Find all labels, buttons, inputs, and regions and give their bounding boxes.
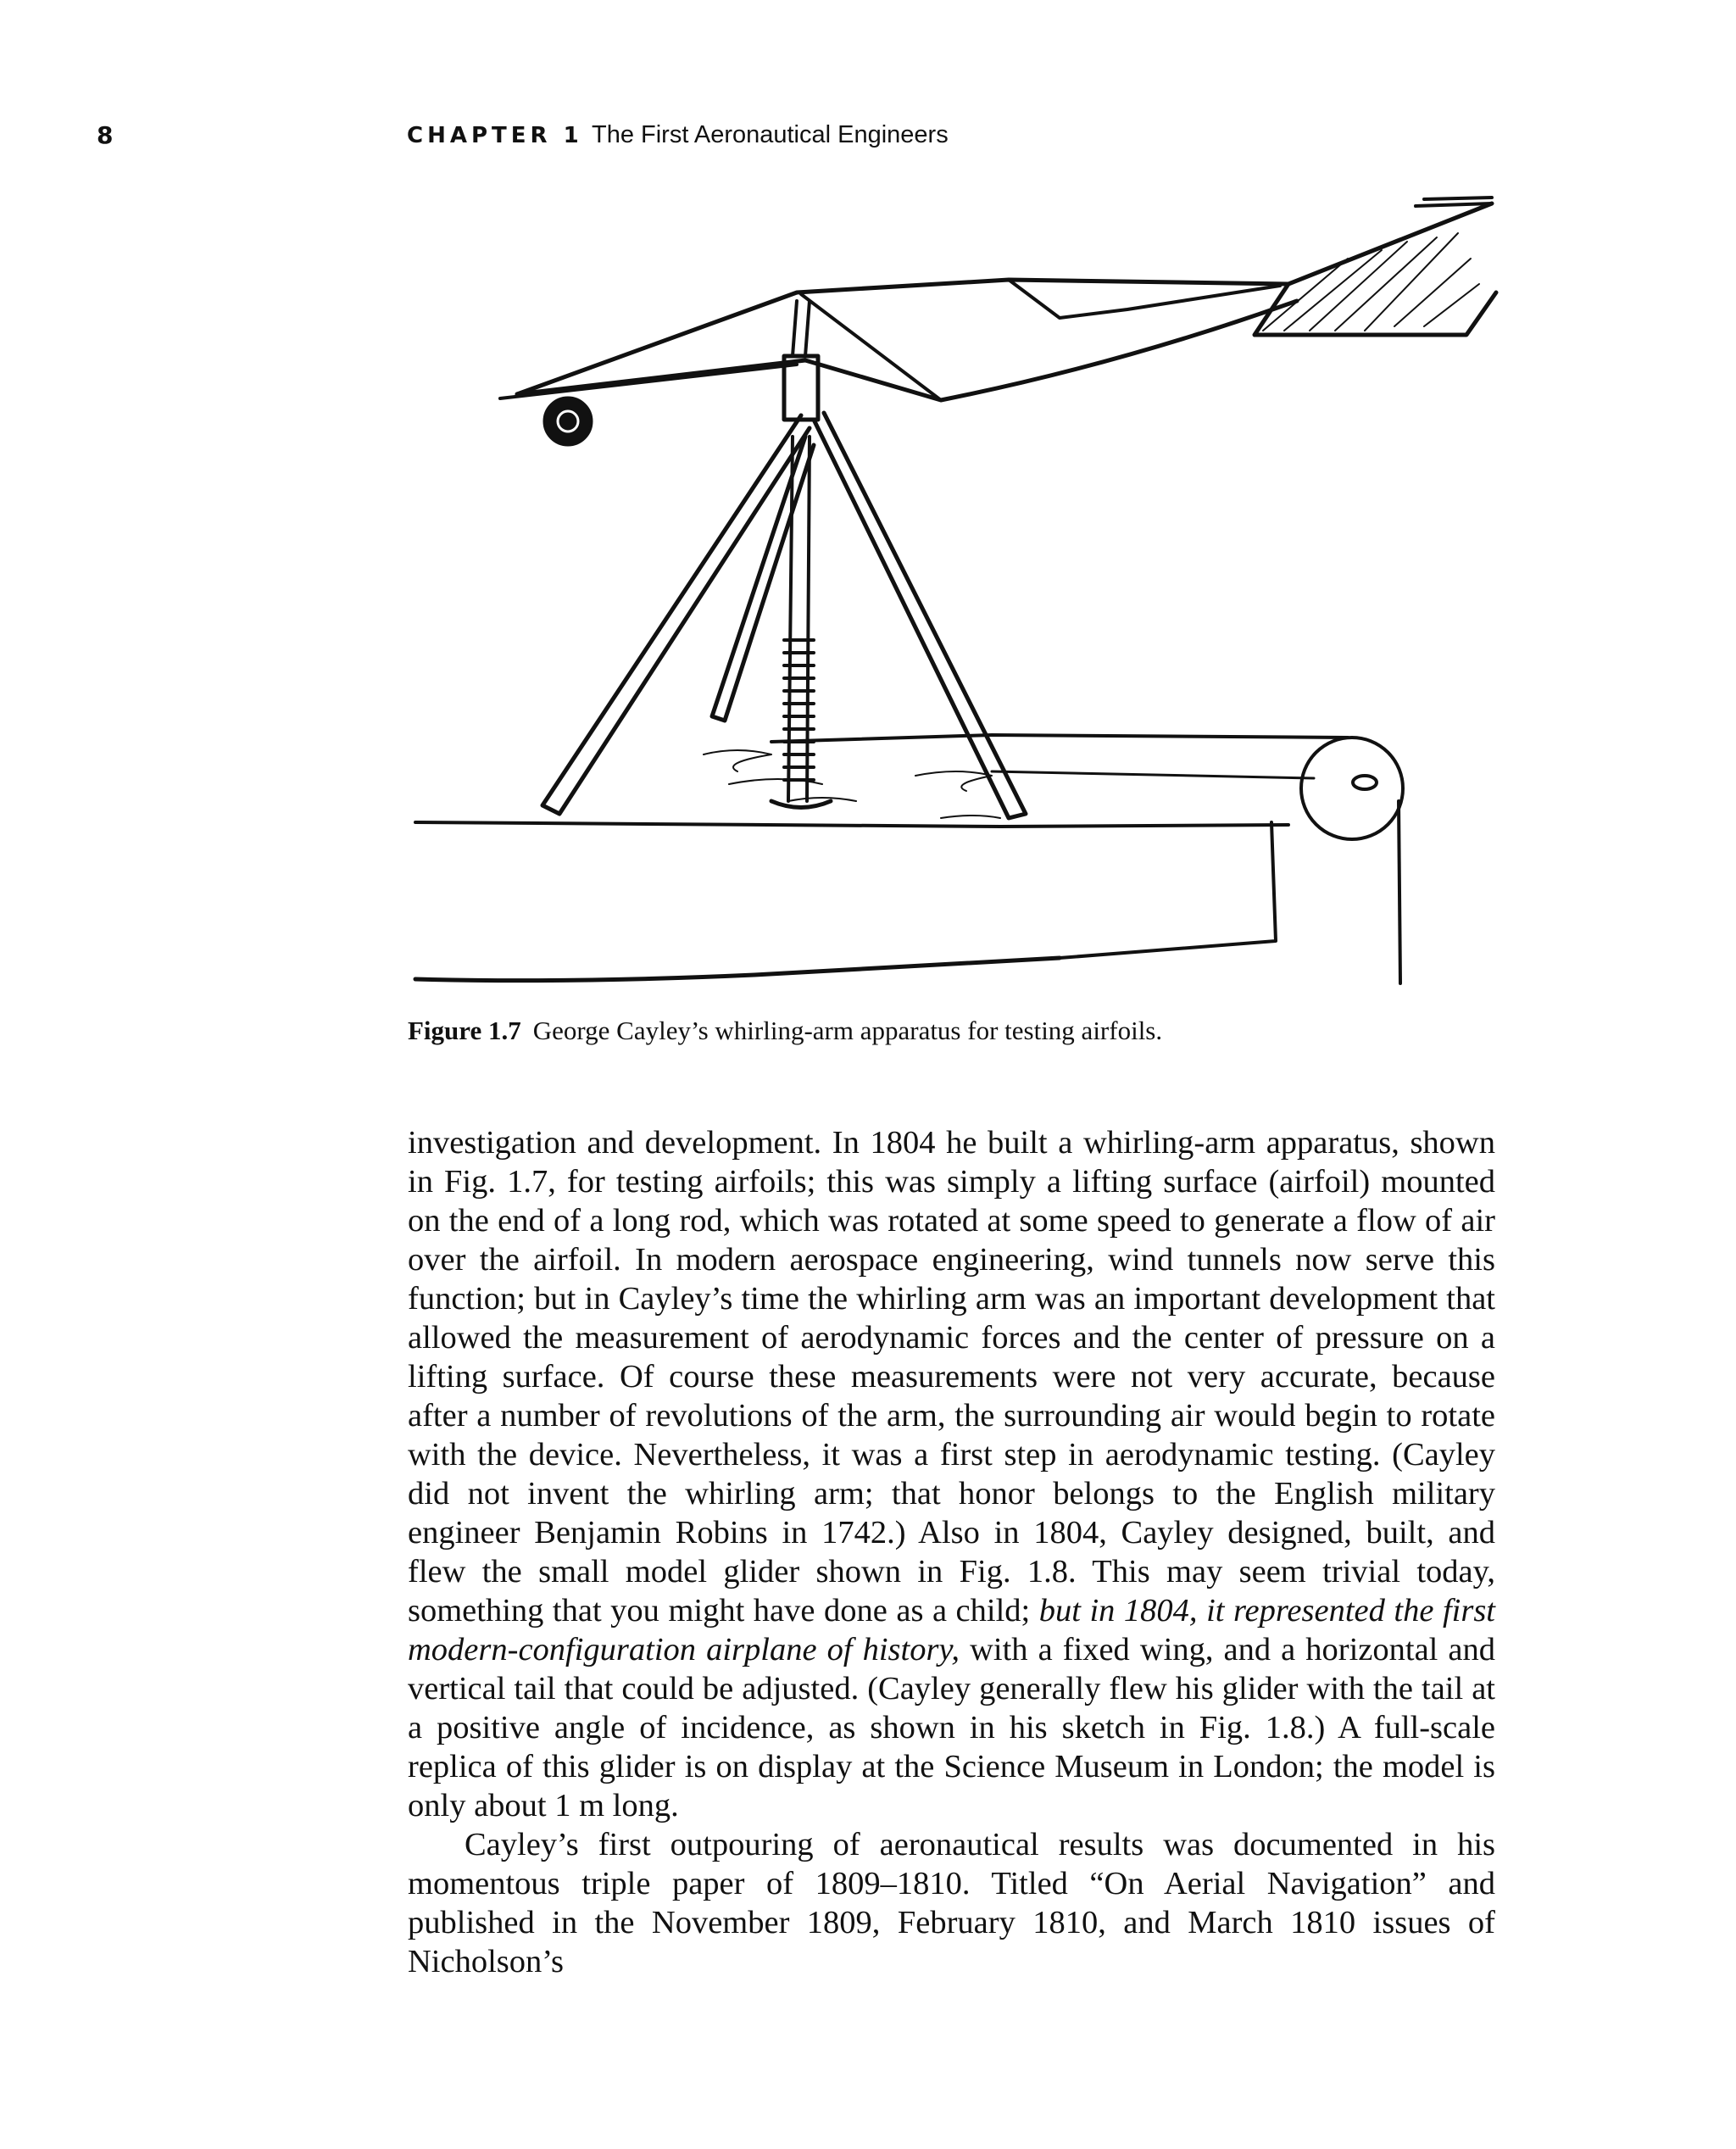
airfoil-edge	[1416, 198, 1492, 206]
chapter-label: CHAPTER 1	[407, 123, 583, 148]
paragraph-1-text-a: investigation and development. In 1804 he built a whirling-arm apparatus, shown in Fig. 1.7, for testing airfoils; this was simply a lifting surface (airfoil) mounted on the end of a long rod, which was rotated at some speed to generate a flow of air over the airfoil. In modern aerospace engineering, wind tunnels now serve this function; but in Cayley’s time the whirling arm was an important development that allowed the measurement of aerodynamic forces and the center of pressure on a lifting surface. Of course these measurements were not very accurate, because after a number of revolutions of the arm, the surrounding air would begin to rotate with the device. Nevertheless, it was a first step in aerodynamic testing. (Cayley did not invent the whirling arm; that honor belongs to the English military engineer Benjamin Robins in 1742.) Also in 1804, Cayley designed, built, and flew the small model glider shown in Fig. 1.8. This may seem trivial today, something that you might have done as a child;	[408, 1125, 1495, 1628]
figure-label: Figure 1.7	[408, 1016, 521, 1045]
shaft-base	[771, 801, 831, 808]
page-number: 8	[97, 121, 114, 149]
figure-caption-text: George Cayley’s whirling-arm apparatus for testing airfoils.	[532, 1016, 1163, 1045]
pulley-hub	[1353, 776, 1377, 789]
whirling-arm-illustration	[398, 191, 1500, 1005]
running-head	[0, 121, 1736, 155]
hub-post	[793, 301, 810, 356]
paragraph-1-italic: but in 1804, it represented the first modern-configuration airplane of history,	[408, 1593, 1495, 1667]
table-top-edge	[415, 822, 1288, 827]
chapter-title: The First Aeronautical Engineers	[592, 121, 949, 148]
counterweight	[544, 398, 592, 445]
arm-frame-upper	[517, 280, 1288, 394]
table-bottom-edge	[415, 958, 1060, 981]
pulley-belt-lower	[992, 771, 1314, 778]
arm-counterweight-rod	[500, 365, 797, 398]
pulley-belt-top	[771, 735, 1348, 742]
paragraph-1	[408, 1123, 1495, 1825]
paragraph-1-text-b: with a fixed wing, and a horizontal and vertical tail that could be adjusted. (Cayley generally flew his glider with the tail at a positive angle of incidence, as shown in his sketch in Fig. 1.8.) A full-scale replica of this glider is on display at the Science Museum in London; the model is only about 1 m long.	[408, 1632, 1495, 1823]
pulley-wheel	[1301, 738, 1403, 839]
whirling-arm-drawing	[398, 191, 1500, 1005]
tripod-leg-right	[814, 413, 1026, 818]
paragraph-2: Cayley’s first outpouring of aeronautical results was documented in his momentous triple paper of 1809–1810. Titled “On Aerial Navigation” and published in the November 1809, February 1810, and March 1810 issues of Nicholson’s	[408, 1827, 1495, 1979]
body-text	[408, 1123, 1495, 1981]
pulley-drop-line	[1399, 801, 1400, 983]
table-leg	[1060, 822, 1276, 958]
figure-caption	[408, 1016, 1510, 1046]
floor-scribble	[704, 750, 1000, 818]
